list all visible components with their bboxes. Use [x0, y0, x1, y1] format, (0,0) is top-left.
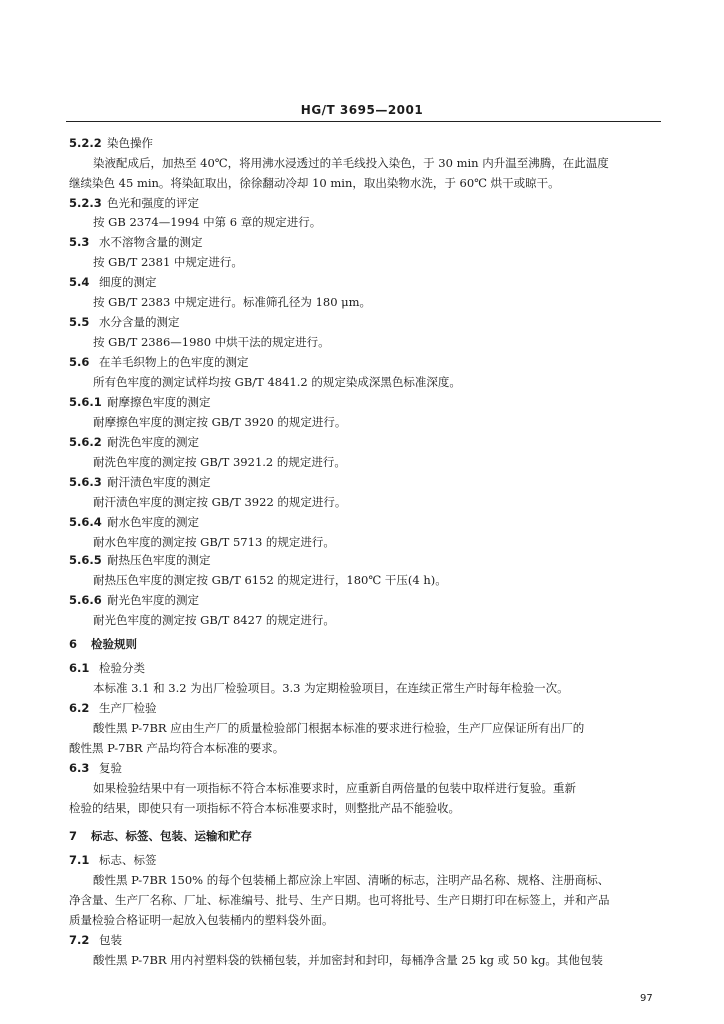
paragraph-line: 耐光色牢度的测定按 GB/T 8427 的规定进行。: [93, 613, 335, 627]
section-heading: [69, 932, 122, 948]
paragraph-line: 耐热压色牢度的测定按 GB/T 6152 的规定进行，180℃ 干压(4 h)。: [93, 573, 447, 587]
paragraph-line: 耐洗色牢度的测定按 GB/T 3921.2 的规定进行。: [93, 455, 346, 469]
section-number: 5.6.6: [69, 593, 102, 607]
page-number: 97: [640, 993, 653, 1004]
section-number: 5.6.4: [69, 515, 102, 529]
section-heading: [69, 552, 211, 568]
paragraph-line: 耐汗渍色牢度的测定按 GB/T 3922 的规定进行。: [93, 495, 347, 509]
section-heading: [69, 394, 211, 410]
paragraph-continuation: 继续染色 45 min。将染缸取出，徐徐翻动冷却 10 min，取出染物水洗，于 60℃ 烘干或晾干。: [69, 176, 560, 190]
section-heading: [69, 852, 157, 868]
section-heading: [69, 314, 180, 330]
paragraph-line: 耐水色牢度的测定按 GB/T 5713 的规定进行。: [93, 535, 335, 549]
section-title: 耐洗色牢度的测定: [107, 435, 199, 449]
paragraph-line: 染液配成后，加热至 40℃，将用沸水浸透过的羊毛线投入染色，于 30 min 内升温至沸腾，在此温度: [93, 156, 609, 170]
section-number: 7.2: [69, 933, 90, 947]
section-title: 耐汗渍色牢度的测定: [107, 475, 211, 489]
section-title: 色光和强度的评定: [107, 196, 199, 210]
section-number: 6: [69, 637, 78, 651]
paragraph-continuation: 检验的结果，即使只有一项指标不符合本标准要求时，则整批产品不能验收。: [69, 801, 460, 815]
section-title: 水分含量的测定: [99, 315, 180, 329]
section-heading: [69, 700, 157, 716]
chapter-heading: [69, 636, 137, 652]
section-number: 5.2.2: [69, 136, 102, 150]
section-title: 检验分类: [99, 661, 145, 675]
section-title: 复验: [99, 761, 122, 775]
section-number: 5.3: [69, 235, 90, 249]
paragraph-continuation: 净含量、生产厂名称、厂址、标准编号、批号、生产日期。也可将批号、生产日期打印在标签上，并和产品: [69, 893, 610, 907]
paragraph-continuation: 质量检验合格证明一起放入包装桶内的塑料袋外面。: [69, 913, 334, 927]
section-number: 5.6: [69, 355, 90, 369]
section-title: 在羊毛织物上的色牢度的测定: [99, 355, 249, 369]
section-number: 6.2: [69, 701, 90, 715]
running-header: HG/T 3695—2001: [300, 103, 424, 117]
paragraph-line: 酸性黑 P-7BR 150% 的每个包装桶上都应涂上牢固、清晰的标志，注明产品名称、规格、注册商标、: [93, 873, 610, 887]
section-heading: [69, 274, 157, 290]
paragraph-line: 按 GB/T 2381 中规定进行。: [93, 255, 243, 269]
section-number: 7.1: [69, 853, 90, 867]
section-number: 5.6.5: [69, 553, 102, 567]
chapter-heading: [69, 828, 252, 844]
section-heading: [69, 354, 249, 370]
paragraph-line: 酸性黑 P-7BR 用内衬塑料袋的铁桶包装，并加密封和封印，每桶净含量 25 kg 或 50 kg。其他包装: [93, 953, 603, 967]
section-heading: [69, 195, 199, 211]
section-title: 包装: [99, 933, 122, 947]
section-heading: [69, 135, 153, 151]
section-title: 耐热压色牢度的测定: [107, 553, 211, 567]
section-number: 6.1: [69, 661, 90, 675]
section-title: 染色操作: [107, 136, 153, 150]
paragraph-line: 按 GB/T 2386—1980 中烘干法的规定进行。: [93, 335, 330, 349]
section-heading: [69, 434, 199, 450]
section-number: 5.4: [69, 275, 90, 289]
section-number: 7: [69, 829, 78, 843]
section-title: 生产厂检验: [99, 701, 157, 715]
paragraph-line: 按 GB/T 2383 中规定进行。标准筛孔径为 180 μm。: [93, 295, 372, 309]
section-heading: [69, 592, 199, 608]
paragraph-continuation: 酸性黑 P-7BR 产品均符合本标准的要求。: [69, 741, 285, 755]
section-number: 5.6.2: [69, 435, 102, 449]
section-number: 5.6.3: [69, 475, 102, 489]
section-title: 耐摩擦色牢度的测定: [107, 395, 211, 409]
paragraph-line: 酸性黑 P-7BR 应由生产厂的质量检验部门根据本标准的要求进行检验，生产厂应保证所有出厂的: [93, 721, 585, 735]
section-number: 5.5: [69, 315, 90, 329]
section-title: 耐水色牢度的测定: [107, 515, 199, 529]
header-rule: [66, 121, 661, 122]
section-heading: [69, 514, 199, 530]
paragraph-line: 耐摩擦色牢度的测定按 GB/T 3920 的规定进行。: [93, 415, 347, 429]
section-title: 水不溶物含量的测定: [99, 235, 203, 249]
section-heading: [69, 660, 145, 676]
section-title: 细度的测定: [99, 275, 157, 289]
section-number: 6.3: [69, 761, 90, 775]
section-heading: [69, 474, 211, 490]
paragraph-line: 如果检验结果中有一项指标不符合本标准要求时，应重新自两倍量的包装中取样进行复验。重新: [93, 781, 576, 795]
section-title: 标志、标签: [99, 853, 157, 867]
section-title: 检验规则: [91, 637, 137, 651]
paragraph-line: 按 GB 2374—1994 中第 6 章的规定进行。: [93, 215, 322, 229]
section-title: 标志、标签、包装、运输和贮存: [91, 829, 252, 843]
paragraph-line: 所有色牢度的测定试样均按 GB/T 4841.2 的规定染成深黑色标准深度。: [93, 375, 461, 389]
section-number: 5.6.1: [69, 395, 102, 409]
section-number: 5.2.3: [69, 196, 102, 210]
section-heading: [69, 234, 203, 250]
section-title: 耐光色牢度的测定: [107, 593, 199, 607]
section-heading: [69, 760, 122, 776]
paragraph-line: 本标准 3.1 和 3.2 为出厂检验项目。3.3 为定期检验项目，在连续正常生产时每年检验一次。: [93, 681, 569, 695]
